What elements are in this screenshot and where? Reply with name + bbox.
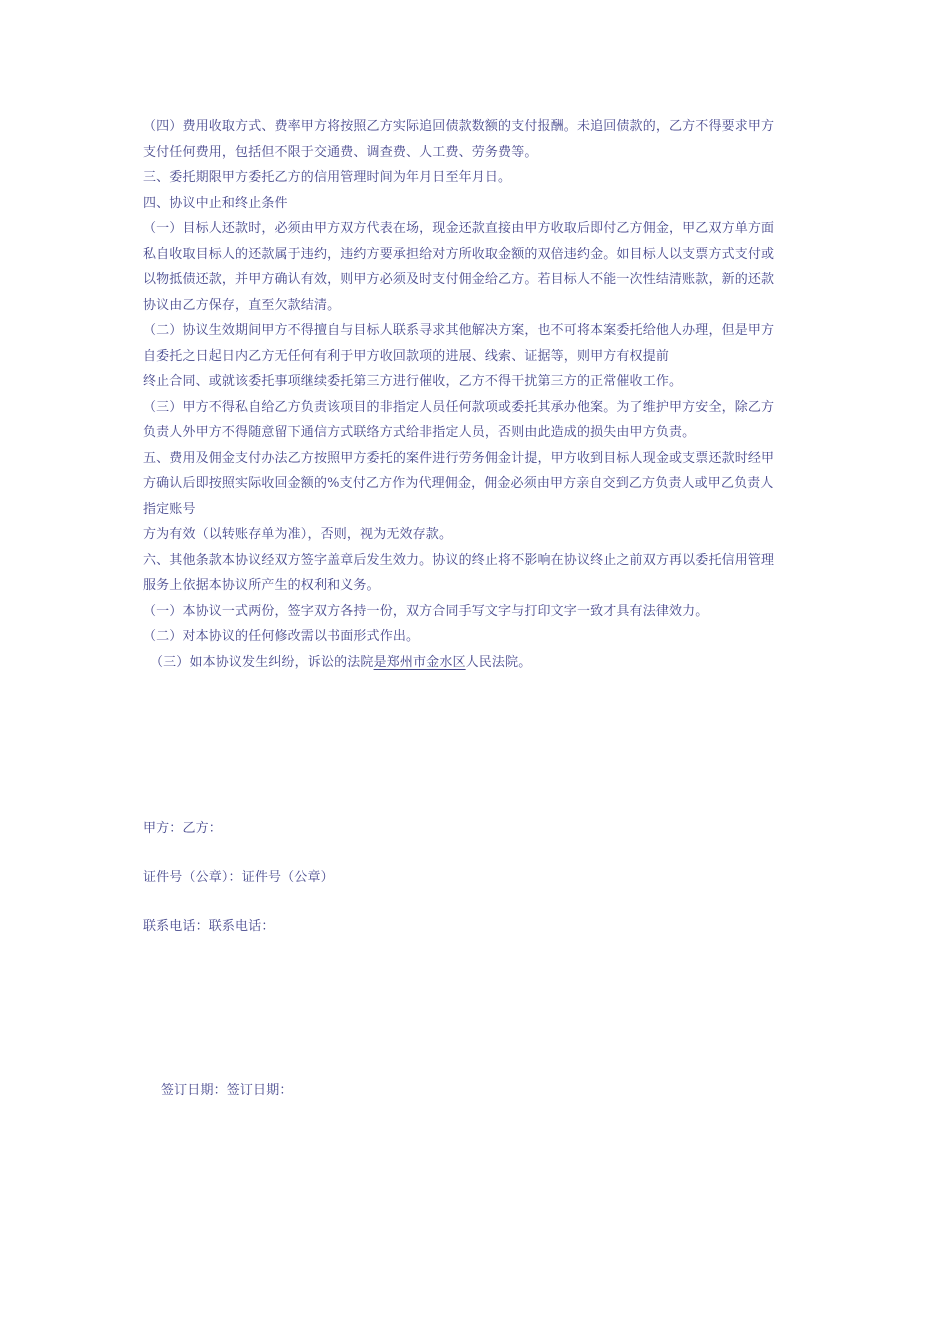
clause-line: 服务上依据本协议所产生的权利和义务。 xyxy=(143,578,380,593)
court-clause-suffix: 人民法院。 xyxy=(465,654,532,670)
clause-line: 以物抵债还款，并甲方确认有效，则甲方必须及时支付佣金给乙方。若目标人不能一次性结清账款，新的还款 xyxy=(143,272,775,287)
signature-parties: 甲方：乙方： xyxy=(143,821,222,836)
agreement-body xyxy=(143,114,807,675)
clause-line: 负责人外甲方不得随意留下通信方式联络方式给非指定人员，否则由此造成的损失由甲方负责。 xyxy=(143,425,696,440)
clause-line: 支付任何费用，包括但不限于交通费、调查费、人工费、劳务费等。 xyxy=(143,144,538,160)
court-clause-prefix: （三）如本协议发生纠纷，诉讼的法院 xyxy=(150,654,374,670)
signature-phones: 联系电话：联系电话： xyxy=(143,919,275,934)
signature-dates: 签订日期：签订日期： xyxy=(161,1083,293,1098)
clause-line: 六、其他条款本协议经双方签字盖章后发生效力。协议的终止将不影响在协议终止之前双方再以委托信用管理 xyxy=(143,552,775,568)
clause-line: 五、费用及佣金支付办法乙方按照甲方委托的案件进行劳务佣金计提，甲方收到目标人现金或支票还款时经甲 xyxy=(143,450,775,466)
clause-line: （四）费用收取方式、费率甲方将按照乙方实际追回债款数额的支付报酬。未追回债款的，乙方不得要求甲方 xyxy=(143,119,775,134)
court-location: 是郑州市金水区 xyxy=(373,654,466,670)
clause-line: （一）目标人还款时，必须由甲方双方代表在场，现金还款直接由甲方收取后即付乙方佣金，甲乙双方单方面 xyxy=(143,221,775,236)
clause-line: 指定账号 xyxy=(143,501,196,517)
clause-line: 协议由乙方保存，直至欠款结清。 xyxy=(143,297,341,313)
signature-id-numbers: 证件号（公章）：证件号（公章） xyxy=(143,870,334,885)
court-clause-line xyxy=(143,650,807,676)
clause-line: 三、委托期限甲方委托乙方的信用管理时间为年月日至年月日。 xyxy=(143,170,512,185)
clause-line: （二）协议生效期间甲方不得擅自与目标人联系寻求其他解决方案，也不可将本案委托给他人办理，但是甲方 xyxy=(143,323,775,338)
clause-line: 终止合同、或就该委托事项继续委托第三方进行催收，乙方不得干扰第三方的正常催收工作。 xyxy=(143,374,683,389)
clause-line: （一）本协议一式两份，签字双方各持一份，双方合同手写文字与打印文字一致才具有法律效力。 xyxy=(143,603,709,619)
clause-line: （二）对本协议的任何修改需以书面形式作出。 xyxy=(143,629,420,644)
clause-line: 方为有效（以转账存单为准），否则，视为无效存款。 xyxy=(143,527,453,542)
clause-line: 方确认后即按照实际收回金额的%支付乙方作为代理佣金，佣金必须由甲方亲自交到乙方负责人或甲乙负责人 xyxy=(143,476,774,491)
clause-line: 四、协议中止和终止条件 xyxy=(143,195,288,211)
clause-line: （三）甲方不得私自给乙方负责该项目的非指定人员任何款项或委托其承办他案。为了维护甲方安全，除乙方 xyxy=(143,399,775,415)
clause-line: 私自收取目标人的还款属于违约，违约方要承担给对方所收取金额的双倍违约金。如目标人以支票方式支付或 xyxy=(143,246,775,262)
clause-line: 自委托之日起日内乙方无任何有利于甲方收回款项的进展、线索、证据等，则甲方有权提前 xyxy=(143,348,670,364)
